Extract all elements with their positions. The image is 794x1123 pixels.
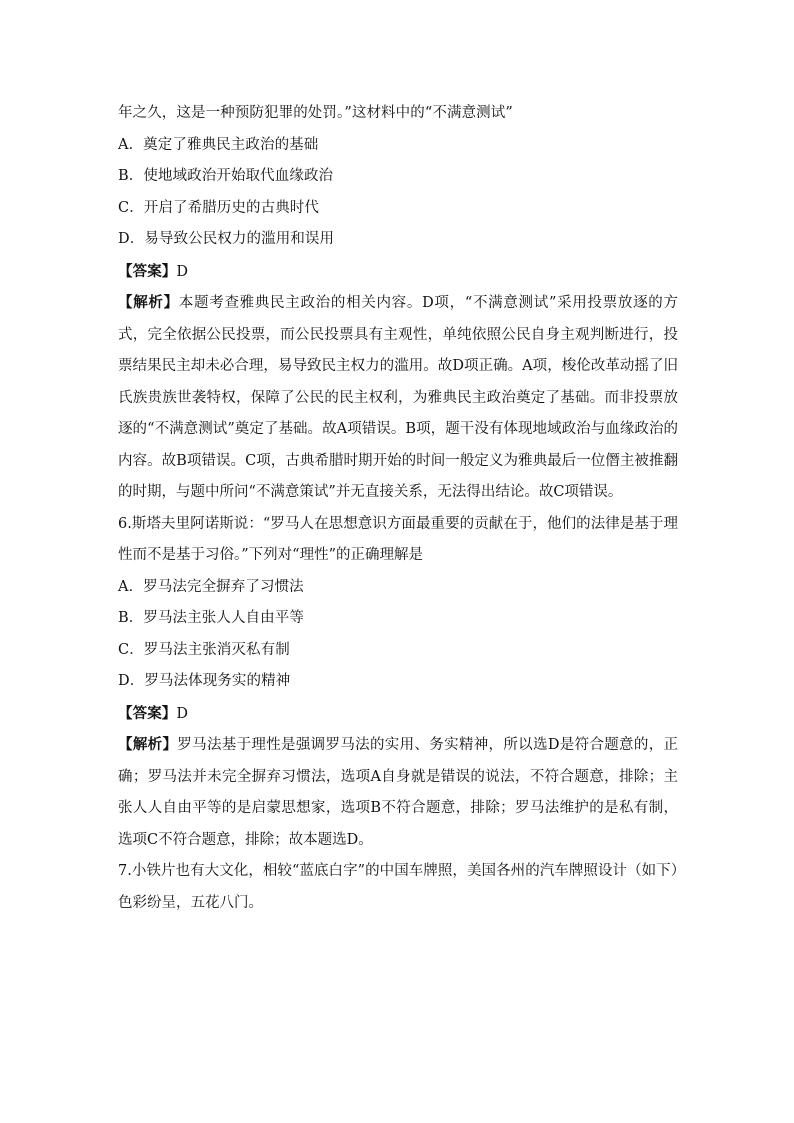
q6-option-c: C．罗马法主张消灭私有制 xyxy=(118,641,290,658)
q5-answer-label: 【答案】 xyxy=(118,262,177,280)
q7-stem: 7.小铁片也有大文化，相较“蓝底白字”的中国车牌照，美国各州的汽车牌照设计（如下）色彩纷呈，五花八门。 xyxy=(118,863,678,911)
q5-option-b: B．使地域政治开始取代血缘政治 xyxy=(118,168,334,184)
q6-analysis xyxy=(118,729,678,856)
q6-analysis-text: 罗马法基于理性是强调罗马法的实用、务实精神，所以选D是符合题意的，正确；罗马法并未完全摒弃习惯法，选项A自身就是错误的说法，不符合题意，排除；主张人人自由平等的是启蒙思想家，选项B不符合题意，排除；罗马法维护的是私有制，选项C不符合题意，排除；故本题选D。 xyxy=(118,737,679,848)
q5-option-a: A．奠定了雅典民主政治的基础 xyxy=(118,136,319,153)
q6-option-a: A．罗马法完全摒弃了习惯法 xyxy=(118,578,304,595)
q6-answer-value: D xyxy=(176,705,189,722)
q6-answer xyxy=(118,698,678,730)
q6-stem: 6.斯塔夫里阿诺斯说：“罗马人在思想意识方面最重要的贡献在于，他们的法律是基于理性而不是基于习俗。”下列对“理性”的正确理解是 xyxy=(118,515,678,563)
q6-analysis-label: 【解析】 xyxy=(118,736,178,753)
q5-answer-value: D xyxy=(176,263,189,280)
q5-answer xyxy=(118,256,678,288)
q6-option-d: D．罗马法体现务实的精神 xyxy=(118,673,291,689)
page-content xyxy=(118,98,678,919)
q5-analysis-label: 【解析】 xyxy=(118,294,179,311)
q6-answer-label: 【答案】 xyxy=(118,704,177,722)
q5-option-d: D．易导致公民权力的滥用和误用 xyxy=(118,231,335,247)
q5-analysis-text: 本题考查雅典民主政治的相关内容。D项，“不满意测试”采用投票放逐的方式，完全依据公民投票，而公民投票具有主观性，单纯依照公民自身主观判断进行，投票结果民主却未必合理，易导致民主权力的滥用。故D项正确。A项，梭伦改革动摇了旧氏族贵族世袭特权，保障了公民的民主权利，为雅典民主政治奠定了基础。而非投票放逐的“不满意测试”奠定了基础。故A项错误。B项，题干没有体现地域政治与血缘政治的内容。故B项错误。C项，古典希腊时期开始的时间一般定义为雅典最后一位僭主被推翻的时期，与题中所问“不满意策试”并无直接关系，无法得出结论。故C项错误。 xyxy=(118,295,679,500)
q5-stem-tail: 年之久，这是一种预防犯罪的处罚。”这材料中的“不满意测试” xyxy=(118,105,513,121)
q6-option-b: B．罗马法主张人人自由平等 xyxy=(118,610,304,626)
q5-analysis xyxy=(118,287,678,509)
q5-option-c: C．开启了希腊历史的古典时代 xyxy=(118,199,319,216)
